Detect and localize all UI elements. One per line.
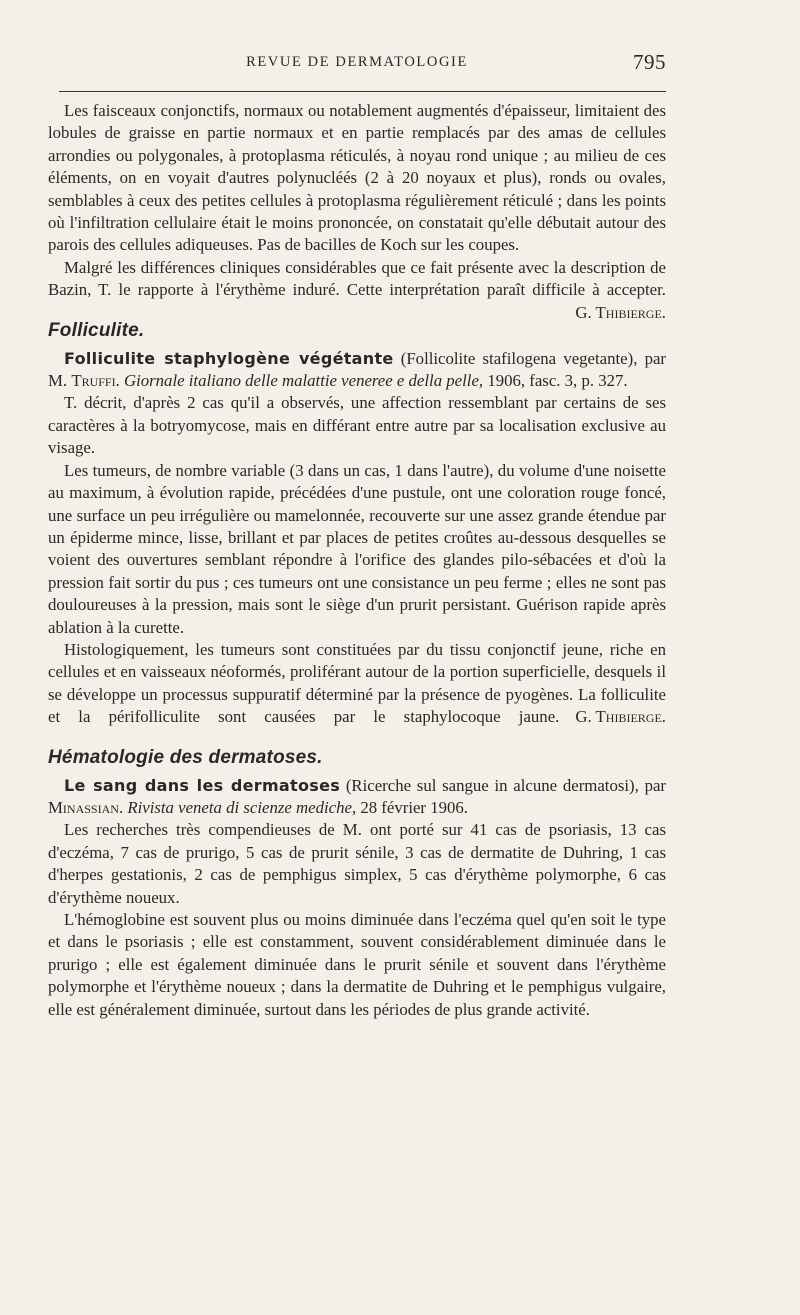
signature: G. Thibierge. (575, 302, 666, 322)
paragraph-description: T. décrit, d'après 2 cas qu'il a observés, une affection ressemblant par certains de ses caractères à la botryomycose, mais en différant entre autre par sa localisation exclusive au visage. (48, 393, 666, 458)
article-title: Folliculite staphylogène végétante (64, 348, 394, 368)
header-rule (59, 91, 666, 92)
paragraph-histology-continued: Les faisceaux conjonctifs, normaux ou notablement augmentés d'épaisseur, limitaient des lobules de graisse en partie normaux et en partie remplacés par des amas de cellules arrondies ou polygonales, à protoplasma réticulés, à noyau rond unique ; au milieu de ces éléments, on en voyait d'autres polynucléés (2 à 20 noyaux et plus), ronds ou ovales, semblables à ceux des petites cellules à protoplasma régulièrement réticulé ; dans les points où l'infiltration cellulaire était le moins prononcée, on constatait qu'elle débutait autour des parois des cellules adiqueuses. Pas de bacilles de Koch sur les coupes. (48, 101, 666, 255)
article-author: Minassian (48, 797, 119, 817)
article-reference-text: , 28 février 1906. (351, 797, 468, 817)
paragraph-histology-text: Histologiquement, les tumeurs sont constituées par du tissu conjonctif jeune, riche en cellules et en vaisseaux néoformés, proliférant autour de la portion superficielle, desquels il se développe un processus suppuratif déterminé par la présence de pyogènes. La folliculite et la périfolliculite sont causées par le staphylocoque jaune. (48, 639, 666, 727)
journal-title: REVUE DE DERMATOLOGIE (246, 54, 468, 70)
paragraph-cases: Les recherches très compendieuses de M. ont porté sur 41 cas de psoriasis, 13 cas d'eczéma, 7 cas de prurigo, 5 cas de prurit sénile, 3 cas de dermatite de Duhring, 1 cas d'herpes gestationis, 2 cas de pemphigus simplex, 5 cas d'érythème polymorphe, 6 cas d'érythème noueux. (48, 820, 666, 907)
paragraph-histology (48, 639, 666, 729)
paragraph-interpretation (48, 257, 666, 322)
journal-name: Rivista veneta di scienze mediche (127, 797, 352, 817)
article-author: Truffi (71, 371, 116, 391)
running-header (48, 50, 666, 80)
signature: G. Thibierge. (575, 707, 666, 727)
article-reference-text: (Follicolite stafilogena vegetante), par M. (48, 348, 666, 391)
article-title: Le sang dans les dermatoses (64, 775, 341, 795)
section-heading-hematologie: Hématologie des dermatoses. (48, 746, 323, 768)
article-reference-text: . (118, 797, 128, 817)
article-reference (48, 348, 666, 393)
article-reference-text: . (115, 371, 124, 391)
page-number: 795 (633, 50, 666, 74)
journal-name: Giornale italiano delle malattie veneree e della pelle (123, 371, 479, 391)
article-reference (48, 775, 666, 820)
paragraph-tumors: Les tumeurs, de nombre variable (3 dans un cas, 1 dans l'autre), du volume d'une noisette au maximum, à évolution rapide, précédées d'une pustule, ont une coloration rouge foncé, une surface un peu irrégulière ou mamelonnée, recouverte sur une assez grande étendue par un épiderme mince, lisse, brillant et par places de petites croûtes au-dessous desquelles se voient des ouvertures semblant répondre à l'orifice des glandes pilo-sébacées et d'où la pression fait sortir du pus ; ces tumeurs ont une consistance un peu ferme ; elles ne sont pas douloureuses à la pression, mais sont le siège d'un prurit persistant. Guérison rapide après ablation à la curette. (48, 460, 666, 637)
journal-page (48, 50, 666, 1021)
section-heading-folliculite: Folliculite. (48, 319, 145, 341)
article-reference-text: , 1906, fasc. 3, p. 327. (478, 371, 628, 391)
paragraph-interpretation-text: Malgré les différences cliniques considérables que ce fait présente avec la description de Bazin, T. le rapporte à l'érythème induré. Cette interprétation paraît difficile à accepter. (48, 257, 666, 300)
article-reference-text: (Ricerche sul sangue in alcune dermatosi), par (340, 775, 666, 795)
paragraph-hemoglobin: L'hémoglobine est souvent plus ou moins diminuée dans l'eczéma quel qu'en soit le type et dans le psoriasis ; elle est constamment, souvent considérablement diminuée dans le prurigo ; elle est également diminuée dans le prurit sénile et souvent dans l'érythème polymorphe et l'érythème noueux ; dans la dermatite de Duhring et le pemphigus vulgaire, elle est généralement diminuée, surtout dans les périodes de plus grande activité. (48, 910, 666, 1019)
